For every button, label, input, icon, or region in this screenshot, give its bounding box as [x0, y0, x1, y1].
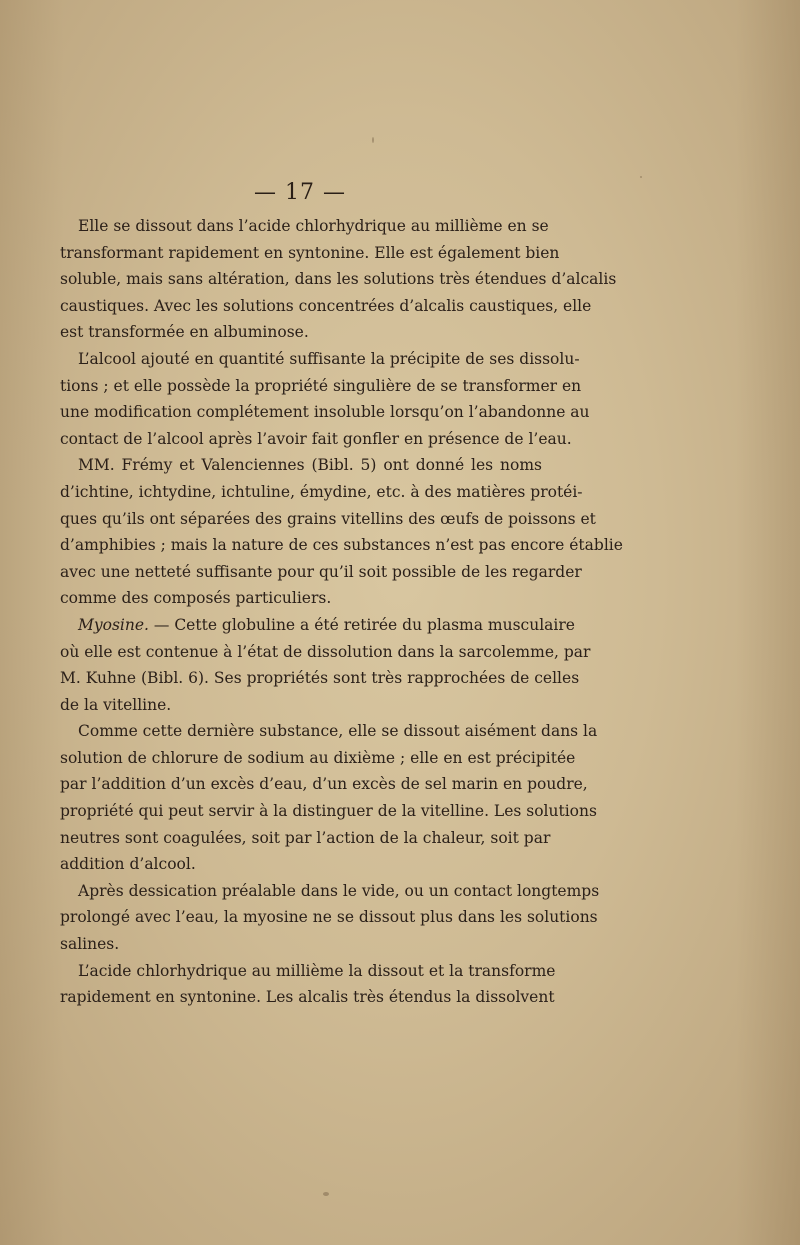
paper-speck [372, 137, 374, 143]
text-line: addition d’alcool. [60, 855, 196, 874]
paragraph [60, 452, 623, 612]
text-line: transformant rapidement en syntonine. Elle est également bien [60, 243, 560, 262]
page-body [60, 213, 623, 1011]
text-line: neutres sont coagulées, soit par l’action de la chaleur, soit par [60, 828, 551, 847]
text-line: prolongé avec l’eau, la myosine ne se dissout plus dans les solutions [60, 908, 598, 927]
text-line: MM. Frémy et Valenciennes (Bibl. 5) ont donné les noms [78, 456, 542, 475]
line-text: — Cette globuline a été retirée du plasma musculaire [148, 615, 575, 634]
text-line: Elle se dissout dans l’acide chlorhydrique au millième en se [78, 217, 549, 235]
paragraph [60, 718, 598, 878]
text-line: par l’addition d’un excès d’eau, d’un excès de sel marin en poudre, [60, 775, 588, 794]
text-line: solution de chlorure de sodium au dixième ; elle en est précipitée [60, 748, 576, 767]
paper-speck [468, 356, 471, 359]
text-line: Après dessication préalable dans le vide, ou un contact longtemps [78, 881, 600, 900]
text-line: comme des composés particuliers. [60, 589, 332, 608]
text-line: ques qu’ils ont séparées des grains vitellins des œufs de poissons et [60, 509, 596, 528]
text-line: rapidement en syntonine. Les alcalis très étendus la dissolvent [60, 988, 555, 1007]
text-line: L’acide chlorhydrique au millième la dissout et la transforme [78, 961, 556, 980]
text-line: une modification complétement insoluble lorsqu’on l’abandonne au [60, 403, 590, 422]
text-line: tions ; et elle possède la propriété singulière de se transformer en [60, 376, 582, 395]
text-line: est transformée en albuminose. [60, 323, 309, 342]
text-line: de la vitelline. [60, 695, 172, 714]
page-number: — 17 — [254, 180, 346, 205]
text-line: caustiques. Avec les solutions concentrées d’alcalis caustiques, elle [60, 296, 592, 315]
text-line: où elle est contenue à l’état de dissolution dans la sarcolemme, par [60, 642, 591, 661]
text-line: contact de l’alcool après l’avoir fait gonfler en présence de l’eau. [60, 429, 572, 448]
text-line: L’alcool ajouté en quantité suffisante la précipite de ses dissolu- [78, 349, 580, 368]
paper-speck [323, 1192, 329, 1196]
text-line: avec une netteté suffisante pour qu’il soit possible de les regarder [60, 562, 582, 581]
paper-speck [640, 176, 642, 178]
text-line: M. Kuhne (Bibl. 6). Ses propriétés sont très rapprochées de celles [60, 669, 580, 688]
paragraph [60, 958, 556, 1011]
text-line: Comme cette dernière substance, elle se dissout aisément dans la [78, 722, 598, 741]
paragraph [60, 878, 600, 958]
paragraph [60, 213, 617, 346]
paragraph [60, 346, 590, 452]
text-line: d’amphibies ; mais la nature de ces substances n’est pas encore établie [60, 536, 623, 555]
section-heading: Myosine. [78, 615, 149, 634]
text-line: d’ichtine, ichtydine, ichtuline, émydine, etc. à des matières protéi- [60, 482, 583, 501]
paragraph [60, 612, 591, 718]
text-line: soluble, mais sans altération, dans les solutions très étendues d’alcalis [60, 270, 617, 289]
text-line: salines. [60, 935, 120, 954]
text-line [60, 612, 575, 639]
text-line: propriété qui peut servir à la distinguer de la vitelline. Les solutions [60, 802, 597, 821]
